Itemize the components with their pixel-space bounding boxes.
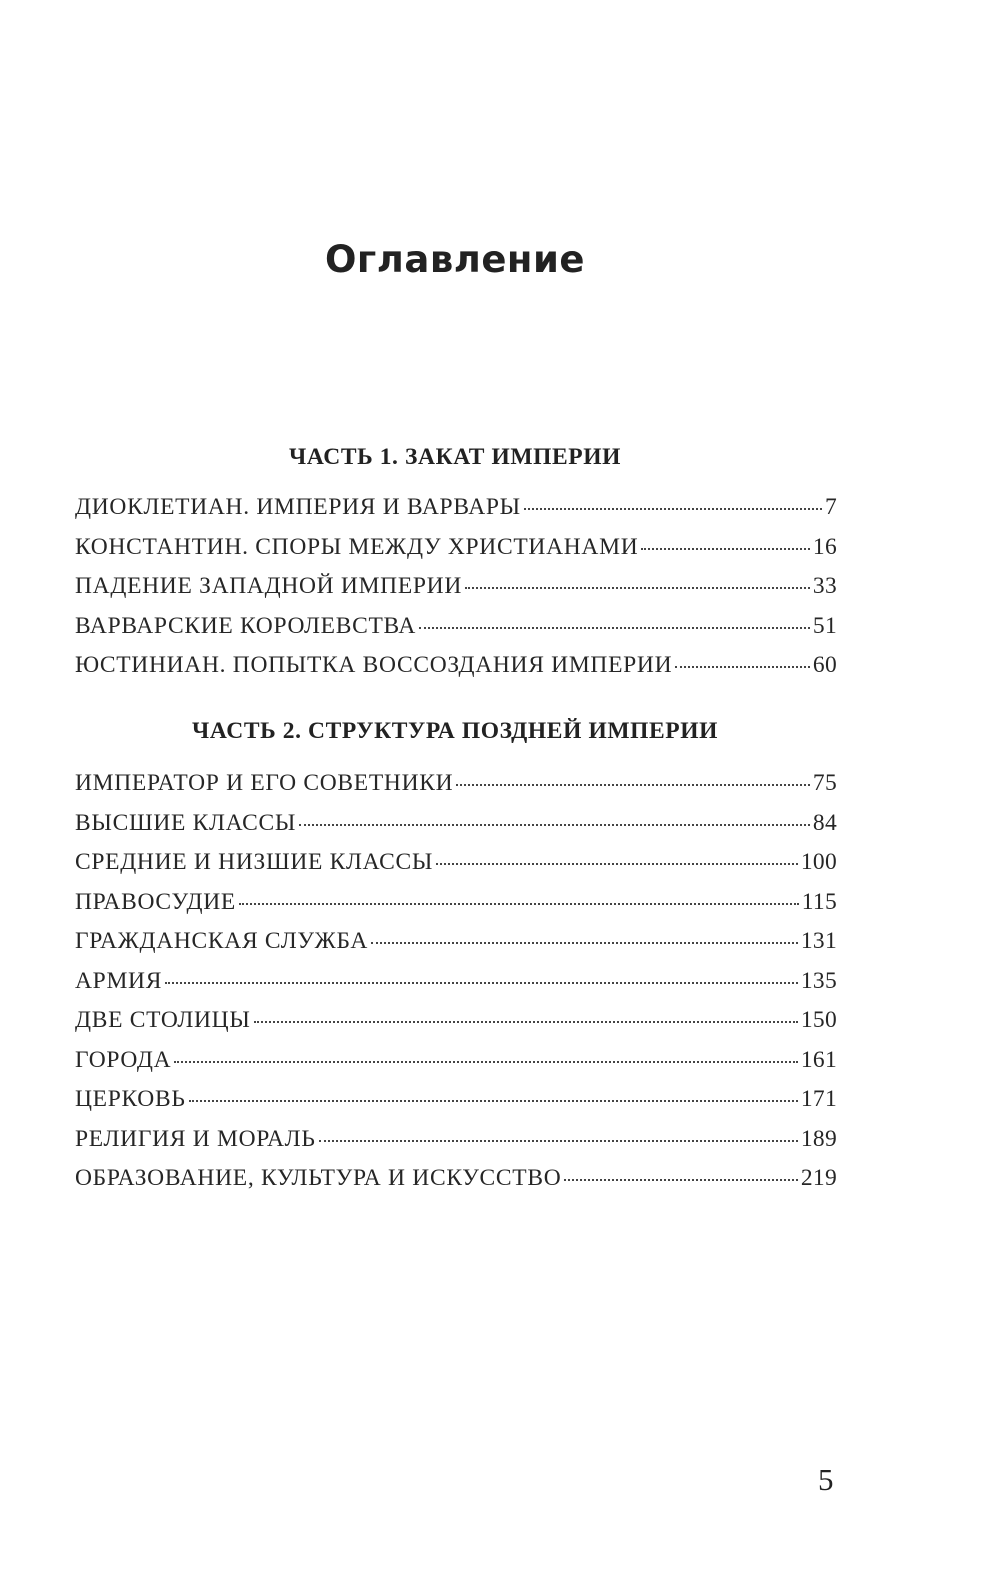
toc-entry-page: 189: [800, 1125, 837, 1152]
toc-entry: [75, 534, 837, 574]
toc-entry: [75, 1165, 837, 1205]
toc-entry-title: ГРАЖДАНСКАЯ СЛУЖБА: [75, 928, 368, 954]
toc-entry-title: КОНСТАНТИН. СПОРЫ МЕЖДУ ХРИСТИАНАМИ: [75, 533, 639, 560]
part-heading-1: ЧАСТЬ 1. ЗАКАТ ИМПЕРИИ: [289, 444, 621, 470]
dot-leader: [524, 508, 822, 510]
toc-entry-page: 219: [800, 1165, 837, 1191]
toc-entry-title: ГОРОДА: [75, 1046, 172, 1073]
toc-entry: [75, 1126, 837, 1166]
toc-entry-title: ДВЕ СТОЛИЦЫ: [75, 1007, 251, 1033]
page-number: 5: [818, 1462, 834, 1497]
toc-entry-page: 131: [800, 928, 837, 954]
dot-leader: [675, 666, 810, 668]
toc-entry-page: 51: [812, 612, 837, 639]
toc-entry: [75, 1007, 837, 1047]
dot-leader: [371, 942, 798, 944]
toc-entry-page: 135: [800, 967, 837, 994]
dot-leader: [189, 1100, 798, 1102]
dot-leader: [641, 548, 810, 550]
dot-leader: [239, 903, 799, 905]
dot-leader: [465, 587, 810, 589]
toc-entry-page: 100: [800, 849, 837, 875]
toc-entry: [75, 770, 837, 810]
toc-entry-title: ОБРАЗОВАНИЕ, КУЛЬТУРА И ИСКУССТВО: [75, 1165, 562, 1191]
toc-entry-title: СРЕДНИЕ И НИЗШИЕ КЛАССЫ: [75, 849, 434, 875]
toc-entry-page: 33: [812, 573, 837, 599]
toc-entry-page: 115: [801, 888, 837, 915]
toc-entry-title: ПАДЕНИЕ ЗАПАДНОЙ ИМПЕРИИ: [75, 573, 463, 599]
toc-entry-page: 161: [800, 1046, 837, 1073]
toc-entry-page: 7: [824, 494, 837, 520]
toc-entry: [75, 1047, 837, 1087]
toc-entry-page: 171: [800, 1086, 837, 1112]
toc-entry-page: 75: [812, 770, 837, 796]
toc-entry: [75, 968, 837, 1008]
toc-entry-title: ПРАВОСУДИЕ: [75, 888, 236, 915]
toc-entry: [75, 810, 837, 850]
toc-entry: [75, 1086, 837, 1126]
dot-leader: [456, 784, 810, 786]
dot-leader: [419, 627, 810, 629]
toc-entry: [75, 573, 837, 613]
dot-leader: [319, 1140, 798, 1142]
toc-entry-title: ЦЕРКОВЬ: [75, 1086, 186, 1112]
toc-entry-title: РЕЛИГИЯ И МОРАЛЬ: [75, 1125, 316, 1152]
toc-entry: [75, 889, 837, 929]
toc-list-part-2: [75, 770, 837, 1205]
toc-entry-title: ВАРВАРСКИЕ КОРОЛЕВСТВА: [75, 612, 417, 639]
page-title: Оглавление: [324, 238, 586, 281]
toc-entry: [75, 652, 837, 692]
toc-entry-title: АРМИЯ: [75, 967, 163, 994]
dot-leader: [436, 863, 798, 865]
toc-entry-title: ИМПЕРАТОР И ЕГО СОВЕТНИКИ: [75, 770, 454, 796]
toc-entry: [75, 928, 837, 968]
toc-entry-page: 60: [812, 652, 837, 678]
toc-entry-title: ДИОКЛЕТИАН. ИМПЕРИЯ И ВАРВАРЫ: [75, 494, 521, 520]
dot-leader: [254, 1021, 798, 1023]
dot-leader: [174, 1061, 798, 1063]
toc-entry-title: ЮСТИНИАН. ПОПЫТКА ВОССОЗДАНИЯ ИМПЕРИИ: [75, 652, 673, 678]
toc-entry-page: 150: [800, 1007, 837, 1033]
toc-entry-page: 84: [812, 809, 837, 836]
toc-entry-page: 16: [812, 533, 837, 560]
dot-leader: [165, 982, 798, 984]
toc-entry: [75, 613, 837, 653]
part-heading-2: ЧАСТЬ 2. СТРУКТУРА ПОЗДНЕЙ ИМПЕРИИ: [192, 718, 718, 744]
toc-entry: [75, 849, 837, 889]
toc-list-part-1: [75, 494, 837, 692]
toc-entry: [75, 494, 837, 534]
toc-entry-title: ВЫСШИЕ КЛАССЫ: [75, 809, 297, 836]
dot-leader: [299, 824, 810, 826]
dot-leader: [564, 1179, 797, 1181]
